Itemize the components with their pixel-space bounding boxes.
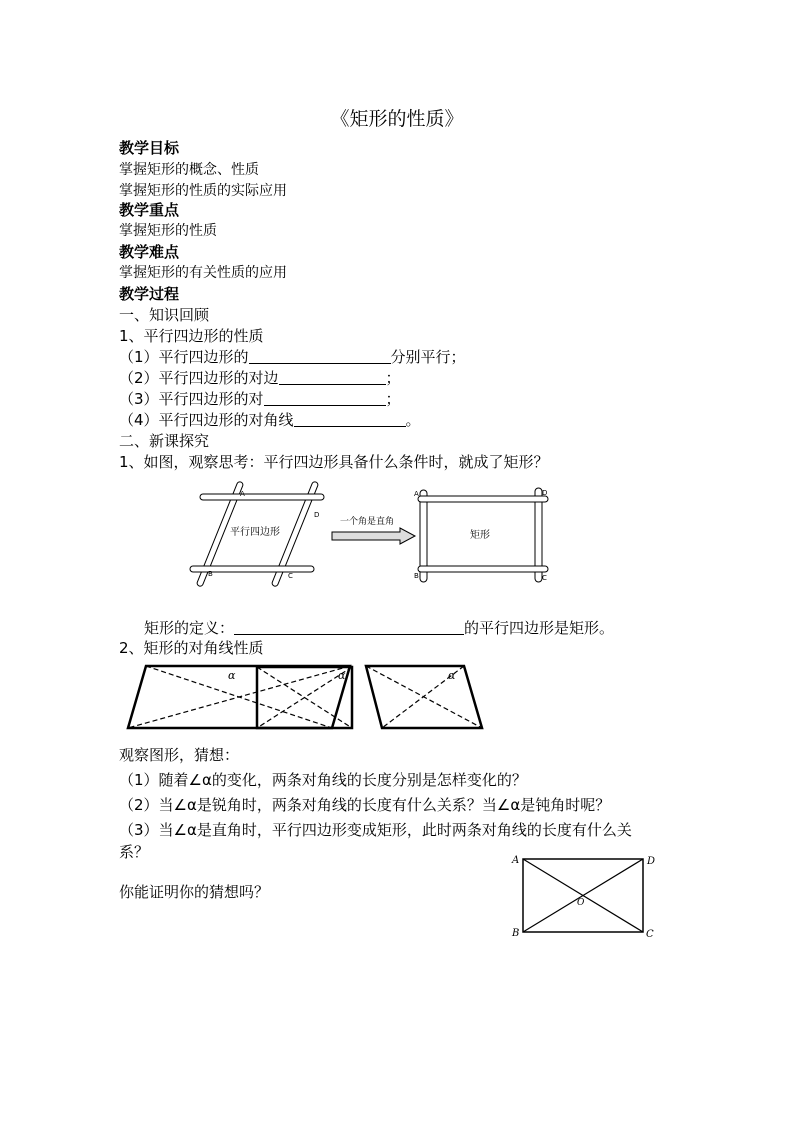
goal-2: 掌握矩形的性质的实际应用 [119,183,287,199]
rect-label-a: A [512,855,520,866]
fig1-parallelogram-label: 平行四边形 [230,527,280,538]
alpha-label-2: α [338,669,346,682]
goal-1: 掌握矩形的概念、性质 [119,162,259,178]
key-1: 掌握矩形的性质 [119,223,217,239]
difficulty-heading: 教学难点 [119,243,180,261]
prove-question: 你能证明你的猜想吗？ [119,883,270,901]
blank-q2[interactable] [279,370,386,385]
blank-q3[interactable] [264,391,386,406]
fig1-right-label-c: C [542,574,547,582]
rect-label-d: D [647,856,656,867]
fig1-right-label-a: A [414,490,419,498]
difficulty-1: 掌握矩形的有关性质的应用 [119,265,287,281]
goals-heading: 教学目标 [119,139,180,157]
figure-diagonals [124,662,490,734]
blank-q1[interactable] [249,349,391,364]
review-item: 1、平行四边形的性质 [119,327,264,345]
review-q1: （1）平行四边形的 分别平行； [119,348,466,366]
explore-heading: 二、新课探究 [119,432,210,450]
rect-label-o: O [577,898,585,908]
review-q4: （4）平行四边形的对角线 。 [119,411,421,429]
fig1-label-c: C [288,572,293,580]
definition-line: 矩形的定义： 的平行四边形是矩形。 [144,619,615,637]
process-heading: 教学过程 [119,285,180,303]
alpha-label-1: α [228,669,236,682]
blank-q4[interactable] [294,412,406,427]
review-q2: （2）平行四边形的对边 ； [119,369,401,387]
fig1-right-label-b: B [414,572,419,580]
observe-line: 观察图形，猜想： [119,746,240,764]
fig1-label-d: D [314,511,320,519]
conjecture-3-line-1: （3）当∠α是直角时，平行四边形变成矩形，此时两条对角线的长度有什么关 [119,821,632,839]
review-q3: （3）平行四边形的对 ； [119,390,401,408]
fig1-arrow-label: 一个角是直角 [340,517,395,527]
page-title: 《矩形的性质》 [330,108,464,130]
alpha-label-3: α [448,669,456,682]
explore-item-1: 1、如图，观察思考：平行四边形具备什么条件时，就成了矩形？ [119,453,549,471]
key-heading: 教学重点 [119,201,180,219]
fig1-rectangle-label: 矩形 [470,530,490,541]
fig1-right-label-d: D [542,489,548,497]
fig1-arrow [332,528,415,544]
figure-parallelogram-to-rectangle [190,484,570,588]
conjecture-3-line-2: 系？ [119,843,150,861]
conjecture-1: （1）随着∠α的变化，两条对角线的长度分别是怎样变化的？ [119,771,527,789]
rect-label-b: B [512,928,520,939]
rect-label-c: C [646,929,654,940]
blank-definition[interactable] [234,620,464,635]
fig1-label-b: B [208,570,213,578]
fig1-label-a: A [240,490,245,498]
figure-rectangle-abcd [506,850,666,942]
review-heading: 一、知识回顾 [119,306,210,324]
conjecture-2: （2）当∠α是锐角时，两条对角线的长度有什么关系？当∠α是钝角时呢？ [119,796,611,814]
explore-item-2: 2、矩形的对角线性质 [119,639,264,657]
